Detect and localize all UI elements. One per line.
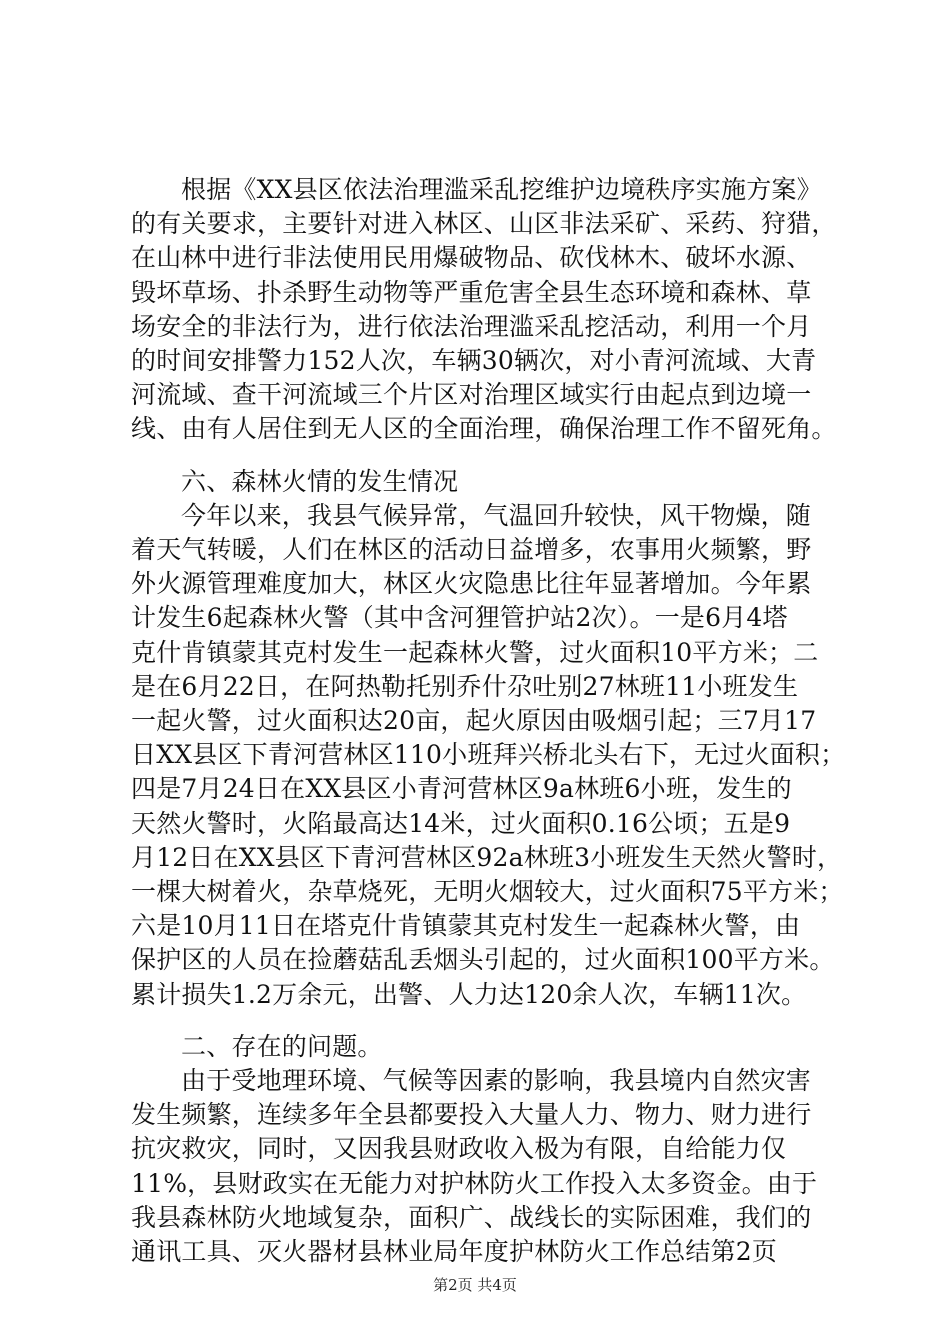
body-line: 在山林中进行非法使用民用爆破物品、砍伐林木、破坏水源、 (131, 243, 812, 272)
body-line: 月12日在XX县区下青河营林区92a林班3小班发生天然火警时， (131, 843, 843, 872)
body-line: 毁坏草场、扑杀野生动物等严重危害全县生态环境和森林、草 (131, 278, 812, 307)
body-line: 外火源管理难度加大，林区火灾隐患比往年显著增加。今年累 (131, 569, 812, 598)
body-line: 今年以来，我县气候异常，气温回升较快，风干物燥，随 (181, 501, 812, 530)
body-line: 天然火警时，火陷最高达14米，过火面积0.16公顷；五是9 (131, 809, 791, 838)
body-line: 六是10月11日在塔克什肯镇蒙其克村发生一起森林火警，由 (131, 911, 801, 940)
body-line: 11%，县财政实在无能力对护林防火工作投入太多资金。由于 (131, 1169, 818, 1198)
page-number-footer: 第2页 共4页 (433, 1276, 517, 1294)
body-line: 着天气转暖，人们在林区的活动日益增多，农事用火频繁，野 (131, 535, 812, 564)
body-line: 根据《XX县区依法治理滥采乱挖维护边境秩序实施方案》 (181, 175, 822, 204)
body-line: 计发生6起森林火警（其中含河狸管护站2次）。一是6月4塔 (131, 603, 788, 632)
section-heading: 六、森林火情的发生情况 (181, 467, 459, 496)
body-line: 通讯工具、灭火器材县林业局年度护林防火工作总结第2页 (131, 1237, 778, 1266)
body-line: 累计损失1.2万余元，出警、人力达120余人次，车辆11次。 (131, 980, 807, 1009)
body-line: 河流域、查干河流域三个片区对治理区域实行由起点到边境一 (131, 380, 812, 409)
body-line: 场安全的非法行为，进行依法治理滥采乱挖活动，利用一个月 (131, 312, 812, 341)
body-line: 保护区的人员在捡蘑菇乱丢烟头引起的，过火面积100平方米。 (131, 945, 835, 974)
body-line: 一棵大树着火，杂草烧死，无明火烟较大，过火面积75平方米； (131, 877, 844, 906)
section-heading: 二、存在的问题。 (181, 1032, 383, 1061)
body-line: 克什肯镇蒙其克村发生一起森林火警，过火面积10平方米；二 (131, 638, 819, 667)
body-line: 抗灾救灾，同时，又因我县财政收入极为有限，自给能力仅 (131, 1134, 787, 1163)
body-line: 线、由有人居住到无人区的全面治理，确保治理工作不留死角。 (131, 414, 837, 443)
body-line: 我县森林防火地域复杂，面积广、战线长的实际困难，我们的 (131, 1203, 812, 1232)
body-line: 的有关要求，主要针对进入林区、山区非法采矿、采药、狩猎， (131, 209, 837, 238)
body-line: 由于受地理环境、气候等因素的影响，我县境内自然灾害 (181, 1066, 812, 1095)
body-line: 一起火警，过火面积达20亩，起火原因由吸烟引起；三7月17 (131, 706, 817, 735)
body-line: 的时间安排警力152人次，车辆30辆次，对小青河流域、大青 (131, 346, 817, 375)
body-line: 四是7月24日在XX县区小青河营林区9a林班6小班，发生的 (131, 774, 792, 803)
body-line: 是在6月22日，在阿热勒托别乔什尕吐别27林班11小班发生 (131, 672, 799, 701)
body-line: 日XX县区下青河营林区110小班拜兴桥北头右下，无过火面积； (131, 740, 846, 769)
body-line: 发生频繁，连续多年全县都要投入大量人力、物力、财力进行 (131, 1100, 812, 1129)
